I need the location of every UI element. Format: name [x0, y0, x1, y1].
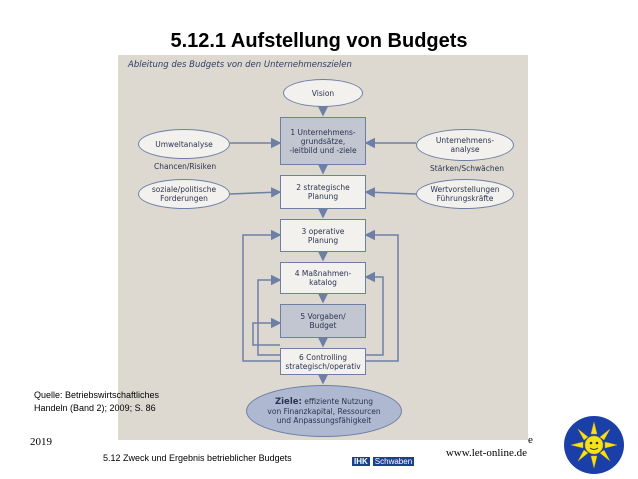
- arrow-icon: [230, 192, 280, 194]
- arrow-icon: [366, 192, 416, 194]
- step-3-node: 3 operative Planung: [280, 219, 366, 252]
- arrow-icon: [366, 235, 398, 361]
- arrow-icon: [366, 277, 383, 355]
- diagram-scan: [118, 55, 528, 440]
- left-analysis-node: Umweltanalyse: [138, 129, 230, 159]
- sun-logo-icon: [562, 414, 626, 476]
- slide-title: 5.12.1 Aufstellung von Budgets: [170, 30, 468, 52]
- footer-title: 5.12 Zweck und Ergebnis betrieblicher Budgets: [103, 453, 292, 463]
- step-4-node: 4 Maßnahmen- katalog: [280, 262, 366, 294]
- left-demands-node: soziale/politische Forderungen: [138, 179, 230, 209]
- ihk-logo-mark: IHK: [354, 457, 368, 466]
- step-1-node: 1 Unternehmens- grundsätze, -leitbild und -ziele: [280, 117, 366, 165]
- goals-node: [246, 385, 402, 437]
- right-analysis-node: Unternehmens- analyse: [416, 129, 514, 161]
- arrow-icon: [243, 235, 280, 361]
- step-2-node: 2 strategische Planung: [280, 175, 366, 209]
- goals-line: und Anpassungsfähigkeit: [276, 416, 372, 425]
- goals-line: von Finanzkapital, Ressourcen: [267, 407, 381, 416]
- vision-node: Vision: [283, 79, 363, 107]
- goals-heading: Ziele:: [274, 397, 302, 407]
- step-5-node: 5 Vorgaben/ Budget: [280, 304, 366, 338]
- ihk-logo-region: Schwaben: [374, 457, 413, 466]
- goals-line: effiziente Nutzung: [304, 397, 373, 406]
- footer-url[interactable]: www.let-online.de: [445, 447, 527, 459]
- right-analysis-caption: Stärken/Schwächen: [430, 164, 504, 173]
- footer-cut-text: e: [528, 434, 533, 446]
- ihk-logo: [352, 457, 414, 466]
- step-6-node: 6 Controlling strategisch/operativ: [280, 348, 366, 375]
- left-analysis-caption: Chancen/Risiken: [154, 162, 217, 171]
- source-citation: Quelle: Betriebswirtschaftliches Handeln (Band 2); 2009; S. 86: [34, 390, 160, 413]
- arrow-icon: [258, 280, 280, 355]
- right-values-node: Wertvorstellungen Führungskräfte: [416, 179, 514, 209]
- diagram-title: Ableitung des Budgets von den Unternehmenszielen: [128, 60, 352, 70]
- arrow-icon: [253, 323, 280, 345]
- footer-year: 2019: [30, 436, 52, 448]
